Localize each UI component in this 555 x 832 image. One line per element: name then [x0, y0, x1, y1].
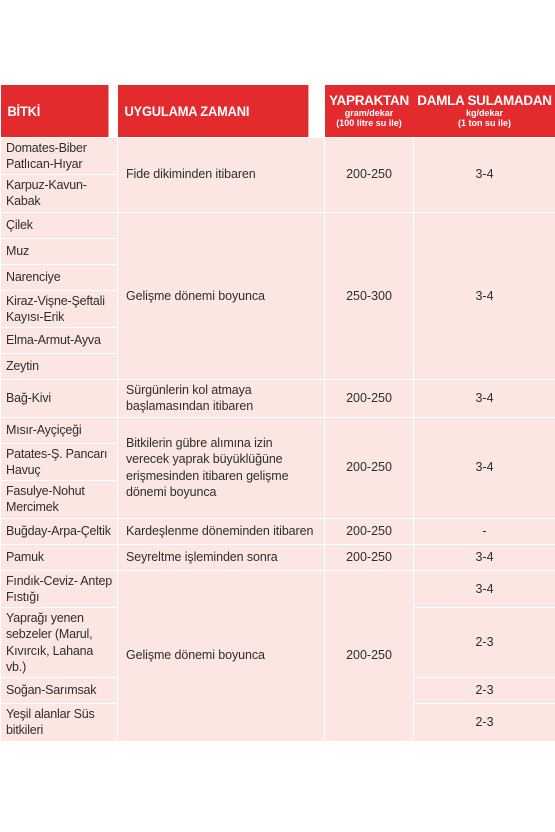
drip-dose-cell: 3-4: [414, 137, 555, 212]
header-foliar-unit: gram/dekar: [344, 107, 394, 118]
crop-cell: Fasulye-Nohut Mercimek: [1, 481, 118, 519]
crop-cell: Kiraz-Vişne-Şeftali Kayısı-Erik: [1, 290, 118, 328]
crop-cell: Patates-Ş. Pancarı Havuç: [1, 443, 118, 481]
crop-cell: Narenciye: [1, 264, 118, 290]
application-time-cell: Kardeşlenme döneminden itibaren: [118, 518, 325, 544]
drip-dose-cell: 2-3: [414, 608, 555, 678]
foliar-dose-cell: 200-250: [325, 544, 414, 570]
table-header-row: [1, 85, 555, 137]
drip-dose-cell: -: [414, 518, 555, 544]
table-row: [1, 212, 555, 238]
drip-dose-cell: 3-4: [414, 212, 555, 380]
header-application-time: UYGULAMA ZAMANI: [118, 85, 308, 137]
drip-dose-cell: 3-4: [414, 570, 555, 608]
crop-cell: Yeşil alanlar Süs bitkileri: [1, 704, 118, 742]
header-foliar-title: YAPRAKTAN: [329, 93, 409, 108]
foliar-dose-cell: 200-250: [325, 570, 414, 741]
drip-dose-cell: 2-3: [414, 678, 555, 704]
crop-cell: Elma-Armut-Ayva: [1, 328, 118, 354]
table-row: [1, 380, 555, 418]
crop-cell: Fındık-Ceviz- Antep Fıstığı: [1, 570, 118, 608]
foliar-dose-cell: 200-250: [325, 518, 414, 544]
header-drip-title: DAMLA SULAMADAN: [417, 93, 552, 108]
crop-cell: Mısır-Ayçiçeği: [1, 417, 118, 443]
application-time-cell: Bitkilerin gübre alımına izin verecek yaprak büyüklüğüne erişmesinden itibaren gelişme dönemi boyunca: [118, 417, 325, 518]
crop-cell: Çilek: [1, 212, 118, 238]
header-drip-note: (1 ton su ile): [457, 117, 511, 128]
application-time-cell: Gelişme dönemi boyunca: [118, 570, 325, 741]
table-row: [1, 137, 555, 175]
application-time-cell: Gelişme dönemi boyunca: [118, 212, 325, 380]
fertilizer-application-table: [0, 85, 555, 742]
fertilizer-table-container: [0, 85, 555, 742]
foliar-dose-cell: 250-300: [325, 212, 414, 380]
header-crop: BİTKİ: [1, 85, 109, 137]
application-time-cell: Sürgünlerin kol atmaya başlamasından itibaren: [118, 380, 325, 418]
drip-dose-cell: 3-4: [414, 417, 555, 518]
drip-dose-cell: 3-4: [414, 544, 555, 570]
header-drip: [414, 85, 555, 137]
drip-dose-cell: 2-3: [414, 704, 555, 742]
table-row: [1, 417, 555, 443]
table-row: [1, 544, 555, 570]
foliar-dose-cell: 200-250: [325, 417, 414, 518]
drip-dose-cell: 3-4: [414, 380, 555, 418]
foliar-dose-cell: 200-250: [325, 137, 414, 212]
crop-cell: Zeytin: [1, 354, 118, 380]
crop-cell: Bağ-Kivi: [1, 380, 118, 418]
header-foliar: [325, 85, 414, 137]
foliar-dose-cell: 200-250: [325, 380, 414, 418]
crop-cell: Yaprağı yenen sebzeler (Marul, Kıvırcık, Lahana vb.): [1, 608, 118, 678]
crop-cell: Pamuk: [1, 544, 118, 570]
table-row: [1, 518, 555, 544]
crop-cell: Soğan-Sarımsak: [1, 678, 118, 704]
crop-cell: Domates-Biber Patlıcan-Hıyar: [1, 137, 118, 175]
crop-cell: Buğday-Arpa-Çeltik: [1, 518, 118, 544]
header-foliar-note: (100 litre su ile): [336, 117, 402, 128]
header-drip-unit: kg/dekar: [465, 107, 504, 118]
table-row: [1, 570, 555, 608]
application-time-cell: Fide dikiminden itibaren: [118, 137, 325, 212]
crop-cell: Muz: [1, 238, 118, 264]
application-time-cell: Seyreltme işleminden sonra: [118, 544, 325, 570]
crop-cell: Karpuz-Kavun-Kabak: [1, 175, 118, 213]
